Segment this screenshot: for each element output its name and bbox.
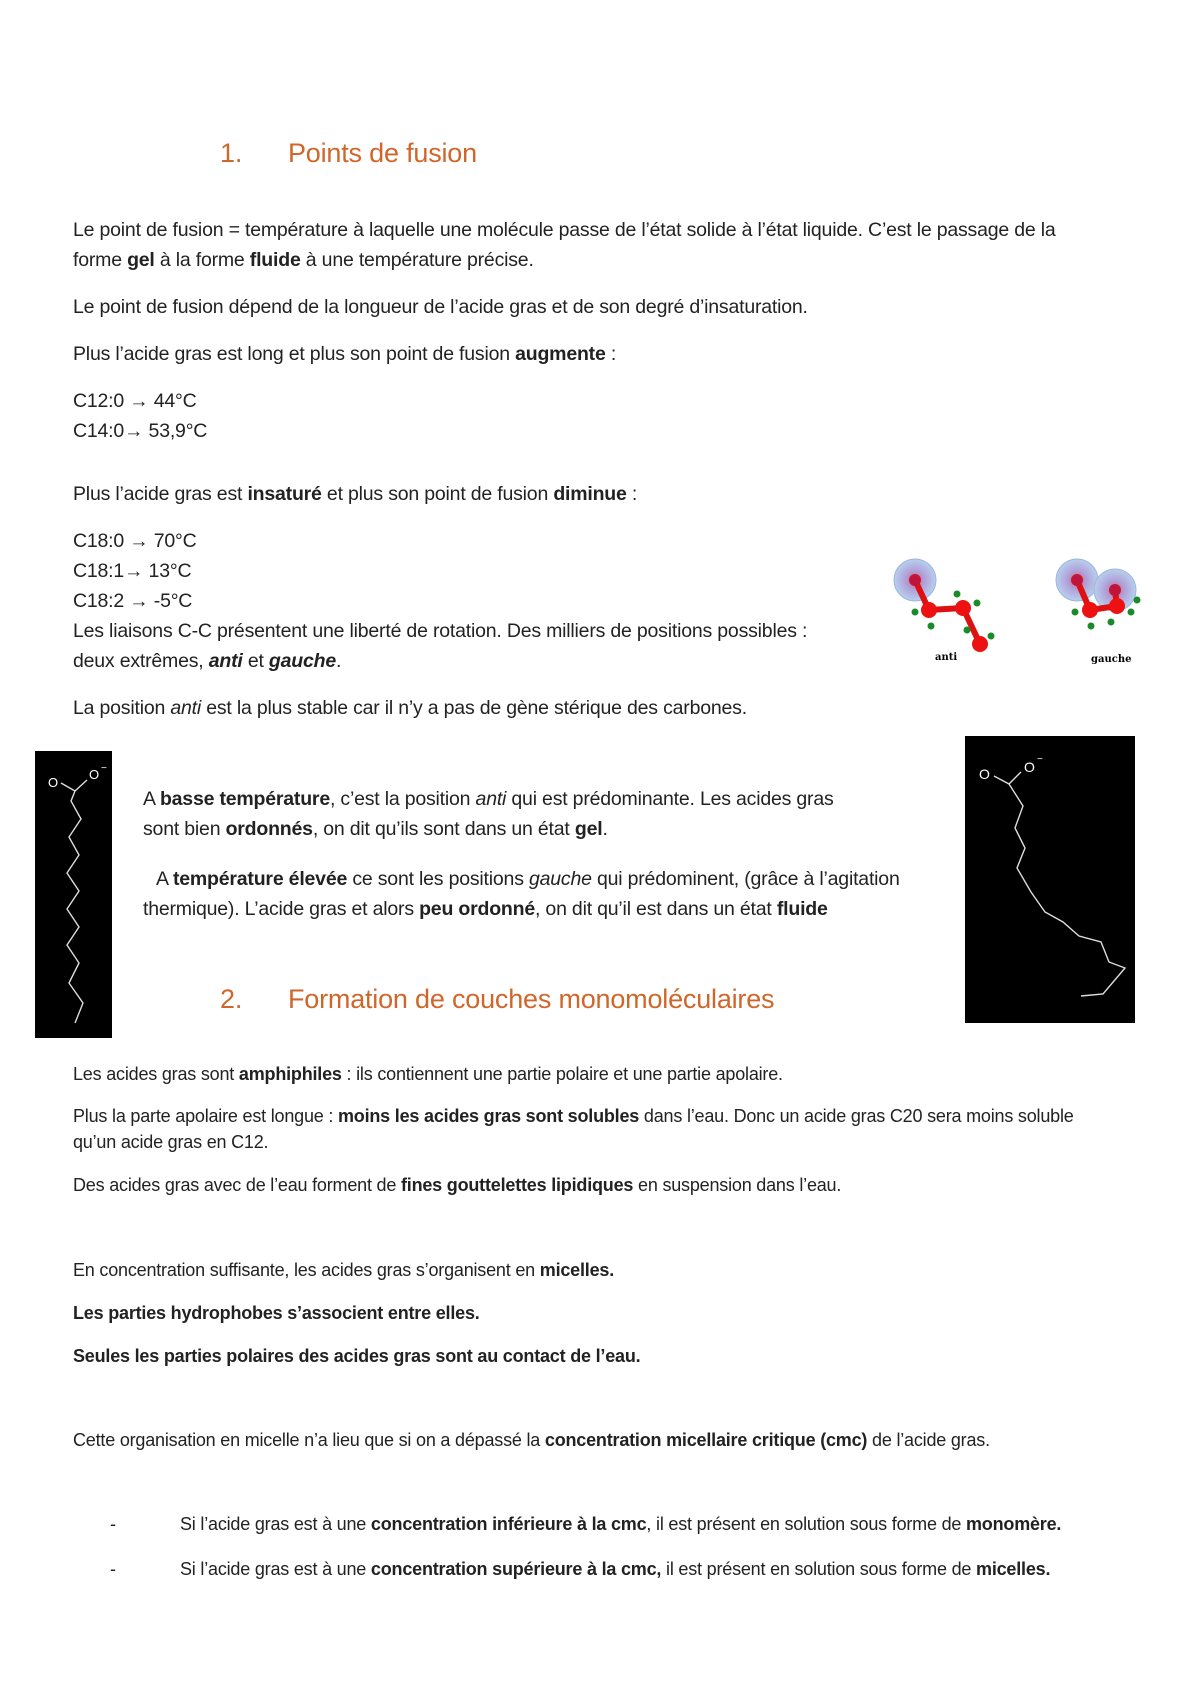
text: , c’est la position [329, 788, 476, 810]
fatty-acid-gauche-structure [965, 736, 1135, 1023]
section-title: Formation de couches monomoléculaires [288, 984, 775, 1014]
text: A [143, 788, 160, 810]
text: : [626, 483, 638, 505]
text: : [605, 343, 617, 365]
emphasis: concentration supérieure à la cmc, [370, 1559, 662, 1579]
section-number: 2. [220, 984, 243, 1014]
section-title: Points de fusion [288, 138, 477, 168]
oxygen-label: O [48, 775, 59, 790]
text: qui prédominent, (grâce à l’agitation [591, 868, 900, 890]
emphasis: gauche [268, 650, 336, 672]
text: Plus l’acide gras est long et plus son point de fusion [73, 343, 516, 365]
anti-conformation-diagram [894, 559, 995, 663]
emphasis: peu ordonné [419, 898, 535, 920]
emphasis: température élevée [172, 868, 348, 890]
emphasis: anti [170, 697, 201, 719]
text: qui est prédominante. Les acides gras [506, 788, 834, 810]
text: sont bien [143, 818, 226, 840]
text: Plus l’acide gras est [73, 483, 248, 505]
text: thermique). L’acide gras et alors [143, 898, 420, 920]
paragraph-polaires: Seules les parties polaires des acides gras sont au contact de l’eau. [73, 1346, 641, 1366]
text: Le point de fusion dépend de la longueur de l’acide gras et de son degré d’insaturation. [73, 296, 808, 318]
oxygen-label: O [1024, 759, 1035, 775]
paragraph-temperature-elevee-cont [143, 894, 828, 924]
value-c14: C14:0→ 53,9°C [73, 420, 208, 442]
text: En concentration suffisante, les acides gras s’organisent en [73, 1260, 540, 1280]
emphasis: micelles. [976, 1559, 1051, 1579]
text: Plus la parte apolaire est longue : [73, 1106, 338, 1126]
value-c18-1: C18:1→ 13°C [73, 560, 192, 582]
text: . [336, 650, 342, 672]
emphasis: micelles. [539, 1260, 615, 1280]
oxygen-label: O [89, 767, 100, 782]
text: La position [73, 697, 171, 719]
bullet-dash: - [110, 1559, 116, 1579]
emphasis: fluide [776, 898, 828, 920]
text: forme [73, 249, 128, 271]
text: Si l’acide gras est à une [180, 1514, 371, 1534]
text: et plus son point de fusion [321, 483, 554, 505]
emphasis: ordonnés [225, 818, 313, 840]
paragraph-insature [73, 479, 637, 509]
oxygen-label: O [979, 766, 990, 782]
text: Cette organisation en micelle n’a lieu que si on a dépassé la [73, 1430, 545, 1450]
paragraph-solubilite-cont: qu’un acide gras en C12. [73, 1132, 269, 1152]
text: est la plus stable car il n’y a pas de gène stérique des carbones. [200, 697, 747, 719]
paragraph-hydrophobes: Les parties hydrophobes s’associent entre elles. [73, 1303, 480, 1323]
list-item [110, 1556, 1050, 1582]
emphasis: augmente [515, 343, 606, 365]
emphasis: fines gouttelettes lipidiques [400, 1175, 634, 1195]
paragraph-concentration [73, 1257, 614, 1283]
text: , il est présent en solution sous forme de [646, 1514, 966, 1534]
value-c18-0: C18:0 → 70°C [73, 530, 197, 552]
anti-label: anti [935, 652, 958, 663]
conformation-figure [885, 548, 1145, 678]
charge-label: − [1037, 754, 1043, 765]
paragraph-basse-temperature [143, 784, 834, 814]
section-2-heading [220, 984, 774, 1015]
emphasis: basse température [159, 788, 330, 810]
emphasis: gel [574, 818, 603, 840]
fatty-acid-anti-structure [35, 751, 112, 1038]
text: ce sont les positions [347, 868, 529, 890]
emphasis: concentration micellaire critique (cmc) [544, 1430, 868, 1450]
text: deux extrêmes, [73, 650, 209, 672]
text: à la forme [154, 249, 250, 271]
text: et [242, 650, 269, 672]
text: dans l’eau. Donc un acide gras C20 sera moins soluble [639, 1106, 1074, 1126]
text: , on dit qu’il est dans un état [534, 898, 777, 920]
text: . [602, 818, 608, 840]
paragraph-depend [73, 292, 808, 322]
paragraph-liaisons-cont [73, 646, 341, 676]
gauche-conformation-diagram [1056, 559, 1141, 665]
value-c18-2: C18:2 → -5°C [73, 590, 193, 612]
paragraph-gouttelettes [73, 1172, 841, 1198]
emphasis: fluide [249, 249, 301, 271]
paragraph-temperature-elevee [156, 864, 900, 894]
emphasis: insaturé [247, 483, 322, 505]
text: de l’acide gras. [867, 1430, 990, 1450]
value-c12: C12:0 → 44°C [73, 390, 197, 412]
paragraph-stable [73, 693, 747, 723]
bullet-dash: - [110, 1514, 116, 1534]
emphasis: gauche [528, 868, 592, 890]
emphasis: anti [208, 650, 243, 672]
text: A [156, 868, 173, 890]
list-item [110, 1511, 1061, 1537]
emphasis: gel [127, 249, 155, 271]
paragraph-solubilite [73, 1103, 1074, 1129]
paragraph-cmc [73, 1427, 990, 1453]
text: Le point de fusion = température à laquelle une molécule passe de l’état solide à l’état liquide. C’est le passage de la [73, 219, 1056, 241]
emphasis: concentration inférieure à la cmc [370, 1514, 647, 1534]
text: en suspension dans l’eau. [633, 1175, 842, 1195]
text: il est présent en solution sous forme de [661, 1559, 977, 1579]
section-number: 1. [220, 138, 243, 168]
text: à une température précise. [300, 249, 534, 271]
gauche-label: gauche [1091, 654, 1132, 665]
text: , on dit qu’ils sont dans un état [312, 818, 575, 840]
text: Les acides gras sont [73, 1064, 239, 1084]
emphasis: diminue [553, 483, 627, 505]
emphasis: amphiphiles [238, 1064, 342, 1084]
paragraph-definition [73, 215, 1056, 245]
text: Des acides gras avec de l’eau forment de [73, 1175, 401, 1195]
emphasis: anti [475, 788, 507, 810]
paragraph-liaisons: Les liaisons C-C présentent une liberté de rotation. Des milliers de positions possibles : [73, 620, 808, 642]
charge-label: − [101, 763, 107, 774]
paragraph-basse-temperature-cont [143, 814, 608, 844]
paragraph-amphiphiles [73, 1061, 783, 1087]
text: : ils contiennent une partie polaire et une partie apolaire. [341, 1064, 783, 1084]
text: Si l’acide gras est à une [180, 1559, 371, 1579]
emphasis: moins les acides gras sont solubles [337, 1106, 640, 1126]
emphasis: monomère. [966, 1514, 1062, 1534]
paragraph-definition-cont [73, 245, 534, 275]
paragraph-long [73, 339, 616, 369]
section-1-heading [220, 138, 477, 169]
